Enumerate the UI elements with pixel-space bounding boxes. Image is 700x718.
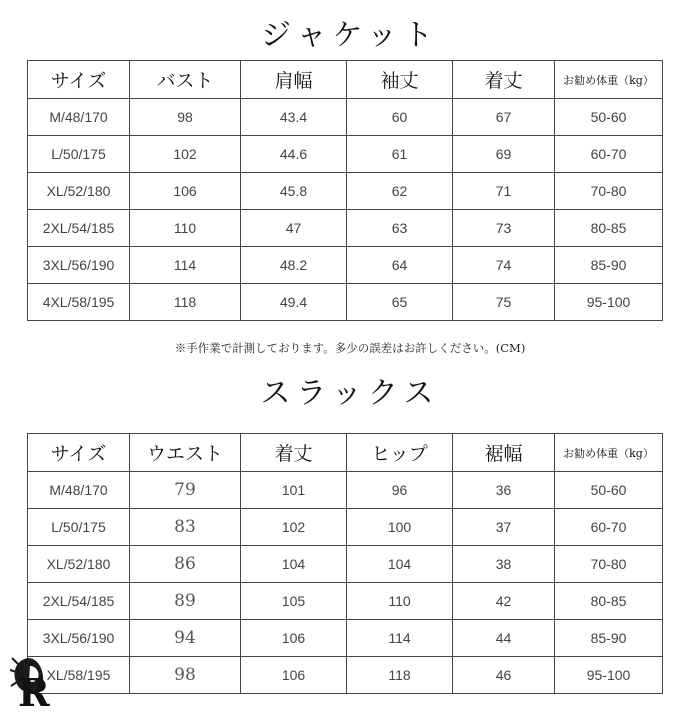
header-bust: バスト (130, 61, 241, 99)
cell-weight: 80-85 (555, 210, 663, 247)
cell-waist: 94 (130, 620, 241, 657)
cell-length: 106 (241, 620, 347, 657)
cell-size: XL/58/195 (28, 657, 130, 694)
cell-bust: 110 (130, 210, 241, 247)
cell-waist: 79 (130, 472, 241, 509)
header-weight: お勧め体重（kg） (555, 61, 663, 99)
cell-hip: 96 (347, 472, 453, 509)
cell-weight: 80-85 (555, 583, 663, 620)
cell-shoulder: 45.8 (241, 173, 347, 210)
header-size: サイズ (28, 434, 130, 472)
cell-bust: 106 (130, 173, 241, 210)
cell-length: 101 (241, 472, 347, 509)
cell-hem-width: 42 (453, 583, 555, 620)
cell-size: L/50/175 (28, 136, 130, 173)
header-weight: お勧め体重（kg） (555, 434, 663, 472)
cell-size: M/48/170 (28, 472, 130, 509)
table-row (28, 210, 663, 247)
slacks-title: スラックス (260, 376, 440, 411)
cell-size: 2XL/54/185 (28, 583, 130, 620)
cell-weight: 70-80 (555, 546, 663, 583)
cell-hem-width: 44 (453, 620, 555, 657)
cell-shoulder: 47 (241, 210, 347, 247)
cell-length: 105 (241, 583, 347, 620)
header-hem-width: 裾幅 (453, 434, 555, 472)
cell-shoulder: 43.4 (241, 99, 347, 136)
cell-length: 71 (453, 173, 555, 210)
table-header-row (28, 434, 663, 472)
cell-sleeve: 60 (347, 99, 453, 136)
cell-weight: 95-100 (555, 657, 663, 694)
cell-weight: 50-60 (555, 99, 663, 136)
table-row (28, 657, 663, 694)
cell-size: 4XL/58/195 (28, 284, 130, 321)
cell-sleeve: 64 (347, 247, 453, 284)
cell-length: 102 (241, 509, 347, 546)
cell-waist: 83 (130, 509, 241, 546)
table-row (28, 99, 663, 136)
cell-waist: 89 (130, 583, 241, 620)
header-waist: ウエスト (130, 434, 241, 472)
cell-weight: 95-100 (555, 284, 663, 321)
cell-weight: 85-90 (555, 620, 663, 657)
cell-size: XL/52/180 (28, 546, 130, 583)
cell-sleeve: 62 (347, 173, 453, 210)
cell-hip: 100 (347, 509, 453, 546)
table-header-row (28, 61, 663, 99)
header-sleeve: 袖丈 (347, 61, 453, 99)
slacks-size-table (27, 433, 663, 694)
cell-size: 3XL/56/190 (28, 247, 130, 284)
cell-weight: 60-70 (555, 136, 663, 173)
cell-hem-width: 46 (453, 657, 555, 694)
cell-sleeve: 65 (347, 284, 453, 321)
header-length: 着丈 (453, 61, 555, 99)
cell-size: 2XL/54/185 (28, 210, 130, 247)
cell-waist: 86 (130, 546, 241, 583)
table-row (28, 136, 663, 173)
cell-size: 3XL/56/190 (28, 620, 130, 657)
cell-shoulder: 44.6 (241, 136, 347, 173)
cell-length: 69 (453, 136, 555, 173)
header-hip: ヒップ (347, 434, 453, 472)
cell-length: 74 (453, 247, 555, 284)
cell-shoulder: 48.2 (241, 247, 347, 284)
cell-size: XL/52/180 (28, 173, 130, 210)
cell-size: L/50/175 (28, 509, 130, 546)
cell-bust: 98 (130, 99, 241, 136)
cell-weight: 50-60 (555, 472, 663, 509)
cell-size: M/48/170 (28, 99, 130, 136)
lion-logo-icon (10, 652, 62, 708)
cell-bust: 102 (130, 136, 241, 173)
cell-length: 106 (241, 657, 347, 694)
cell-length: 75 (453, 284, 555, 321)
cell-weight: 60-70 (555, 509, 663, 546)
cell-length: 104 (241, 546, 347, 583)
cell-waist: 98 (130, 657, 241, 694)
cell-hip: 114 (347, 620, 453, 657)
table-row (28, 247, 663, 284)
table-row (28, 546, 663, 583)
cell-hip: 118 (347, 657, 453, 694)
cell-hem-width: 37 (453, 509, 555, 546)
cell-length: 67 (453, 99, 555, 136)
header-length: 着丈 (241, 434, 347, 472)
cell-sleeve: 63 (347, 210, 453, 247)
cell-shoulder: 49.4 (241, 284, 347, 321)
header-shoulder: 肩幅 (241, 61, 347, 99)
table-row (28, 620, 663, 657)
jacket-size-table (27, 60, 663, 321)
logo-letter: R (18, 670, 50, 708)
jacket-title: ジャケット (261, 18, 439, 53)
header-size: サイズ (28, 61, 130, 99)
cell-length: 73 (453, 210, 555, 247)
cell-bust: 118 (130, 284, 241, 321)
table-row (28, 284, 663, 321)
table-row (28, 472, 663, 509)
cell-weight: 70-80 (555, 173, 663, 210)
measurement-note: ※手作業で計測しております。多少の誤差はお許しください。(CM) (174, 341, 526, 355)
cell-hip: 104 (347, 546, 453, 583)
cell-hem-width: 36 (453, 472, 555, 509)
table-row (28, 509, 663, 546)
cell-sleeve: 61 (347, 136, 453, 173)
cell-weight: 85-90 (555, 247, 663, 284)
cell-hip: 110 (347, 583, 453, 620)
cell-bust: 114 (130, 247, 241, 284)
cell-hem-width: 38 (453, 546, 555, 583)
table-row (28, 583, 663, 620)
table-row (28, 173, 663, 210)
